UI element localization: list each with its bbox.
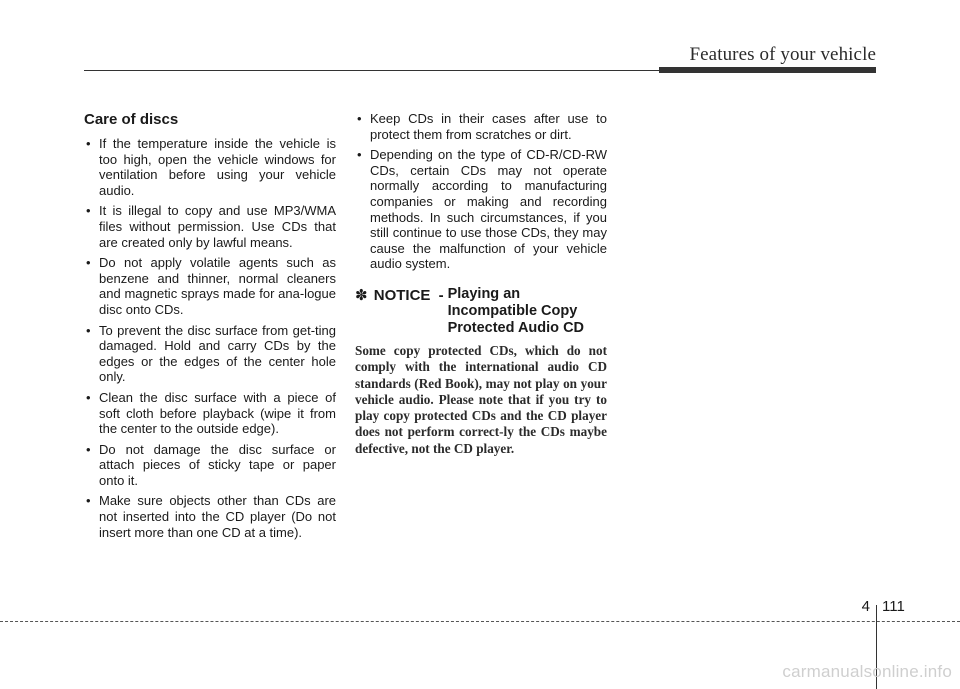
list-item: • To prevent the disc surface from get-ting damaged. Hold and carry CDs by the edges or the edges of the center hole only. bbox=[84, 323, 336, 385]
section-title: Care of discs bbox=[84, 111, 179, 128]
left-column bbox=[84, 111, 336, 545]
list-item: • Do not apply volatile agents such as benzene and thinner, normal cleaners and magnetic sprays made for ana-logue disc onto CDs. bbox=[84, 255, 336, 317]
header-rule-thick bbox=[659, 67, 876, 73]
notice-title-line: Incompatible Copy bbox=[447, 302, 578, 319]
list-item: • Make sure objects other than CDs are not inserted into the CD player (Do not insert more than one CD at a time). bbox=[84, 493, 336, 540]
notice-header bbox=[355, 286, 607, 337]
notice-label: NOTICE bbox=[373, 286, 431, 304]
list-item: • It is illegal to copy and use MP3/WMA files without permission. Use CDs that are created only by lawful means. bbox=[84, 203, 336, 250]
right-column bbox=[355, 111, 607, 457]
notice-dash: - bbox=[438, 286, 444, 304]
header-title: Features of your vehicle bbox=[689, 44, 876, 65]
care-list-left bbox=[84, 136, 336, 540]
list-item: • Clean the disc surface with a piece of soft cloth before playback (wipe it from the center to the outside edge). bbox=[84, 390, 336, 437]
notice-body: Some copy protected CDs, which do not comply with the international audio CD standards (Red Book), may not play on your vehicle audio. Please note that if you try to play copy protected CDs and the CD player does not perform correct-ly the CDs maybe defective, not the CD player. bbox=[355, 342, 607, 456]
notice-title-line: Protected Audio CD bbox=[447, 319, 585, 336]
chapter-number: 4 bbox=[861, 598, 870, 615]
notice-title-line: Playing an bbox=[447, 285, 521, 302]
care-list-right bbox=[355, 111, 607, 272]
list-item: • If the temperature inside the vehicle is too high, open the vehicle windows for ventilation before using your vehicle audio. bbox=[84, 136, 336, 198]
list-item: • Do not damage the disc surface or attach pieces of sticky tape or paper onto it. bbox=[84, 442, 336, 489]
page-number: 111 bbox=[882, 598, 905, 615]
asterisk-icon: ✽ bbox=[355, 286, 368, 304]
header-rule-thin bbox=[84, 70, 660, 71]
notice-label-group bbox=[355, 286, 448, 304]
notice-title bbox=[448, 286, 584, 337]
footer-rule bbox=[0, 621, 960, 622]
watermark: carmanualsonline.info bbox=[782, 662, 952, 681]
list-item: • Depending on the type of CD-R/CD-RW CDs, certain CDs may not operate normally according to manufacturing companies or making and recording methods. In such circumstances, if you still continue to use those CDs, they may cause the malfunction of your vehicle audio system. bbox=[355, 147, 607, 272]
list-item: • Keep CDs in their cases after use to protect them from scratches or dirt. bbox=[355, 111, 607, 142]
